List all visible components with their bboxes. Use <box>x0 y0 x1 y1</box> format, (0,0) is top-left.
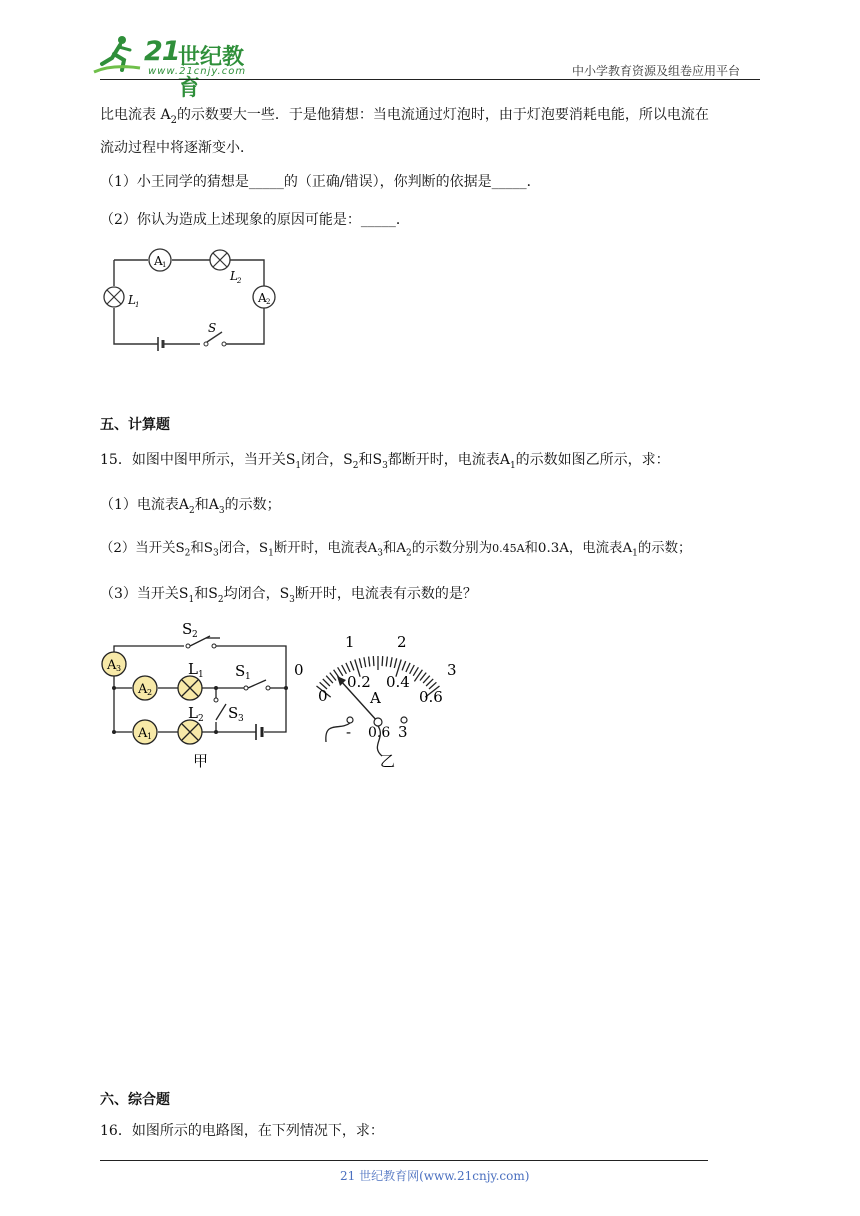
svg-text:2: 2 <box>192 630 198 640</box>
dial-tick <box>382 656 383 666</box>
section-5-title: 五、计算题 <box>100 417 170 433</box>
dial-tick <box>346 663 350 672</box>
q14-circuit-diagram <box>100 244 280 364</box>
dial-tick <box>413 667 418 676</box>
footer-text: 21 世纪教育网(www.21cnjy.com) <box>340 1169 530 1183</box>
ammeter-a2-icon <box>253 286 275 308</box>
dial-top-scale <box>294 633 457 679</box>
label-s3: S <box>228 704 239 722</box>
dial-tick <box>338 667 343 676</box>
dial-tick <box>410 665 415 674</box>
dial-tick <box>364 657 366 667</box>
header-logo <box>92 34 262 101</box>
dial-unit: A <box>370 689 381 707</box>
dial-tick <box>326 676 333 683</box>
dial-tick <box>423 676 430 683</box>
label-s1: S <box>235 662 246 680</box>
terminal-06: 0.6 <box>368 725 391 741</box>
dial-tick <box>420 673 426 681</box>
caption-jia: 甲 <box>193 752 209 770</box>
q15-part2: （2）当开关$S_2$和$S_3$闭合，$S_1$断开时，电流表$A_3$和$A_2$的示数分别为0.45A和0.3A，电流表$A_1$的示数； <box>100 541 692 559</box>
dial-tick <box>373 656 374 666</box>
dial-tick <box>406 663 410 672</box>
dial-tick <box>323 679 330 686</box>
svg-text:2: 2 <box>198 714 204 724</box>
dial-tick <box>394 658 396 668</box>
dial-tick <box>350 661 354 670</box>
header-platform-text: 中小学教育资源及组卷应用平台 <box>572 64 741 78</box>
logo-text: 世纪教育 <box>178 45 245 101</box>
dial-tick <box>369 657 370 667</box>
ammeter-a1-icon <box>149 249 171 271</box>
label-l2: L <box>188 704 198 722</box>
lamp-l1-icon <box>104 287 124 307</box>
bottom-label-04: 0.4 <box>386 673 410 691</box>
svg-text:1: 1 <box>245 672 251 682</box>
svg-text:2: 2 <box>266 298 271 306</box>
dial-tick <box>390 657 392 667</box>
caption-yi: 乙 <box>380 752 396 770</box>
dial-tick <box>359 658 361 668</box>
q15-stem: 15．如图中图甲所示，当开关$S_1$闭合，$S_2$和$S_3$都断开时，电流表$A_1$的示数如图乙所示，求： <box>100 452 670 471</box>
svg-text:A: A <box>138 726 148 741</box>
q15-part3: （3）当开关$S_1$和$S_2$均闭合，$S_3$断开时，电流表有示数的是？ <box>100 586 477 605</box>
q15-figure-yi-ammeter <box>290 616 470 776</box>
q14-line2: 流动过程中将逐渐变小． <box>100 140 254 156</box>
footer-rule <box>100 1160 708 1161</box>
label-s: S <box>208 321 217 335</box>
terminal-minus: - <box>346 723 352 741</box>
terminal-3: 3 <box>398 723 408 741</box>
section-6-title: 六、综合题 <box>100 1092 170 1108</box>
dial-tick <box>330 673 336 681</box>
ammeter-a3-icon <box>102 652 126 676</box>
ammeter-a1-icon <box>133 720 157 744</box>
top-label-3: 3 <box>447 661 457 679</box>
label-s2: S <box>182 620 193 638</box>
q14-part1: （1）小王同学的猜想是_____的（正确/错误），你判断的依据是_____． <box>100 174 541 190</box>
header-rule <box>100 79 760 80</box>
svg-text:A: A <box>138 682 148 697</box>
svg-text:1: 1 <box>162 261 167 269</box>
dial-tick <box>402 661 406 670</box>
q15-figure-jia-circuit <box>98 616 298 776</box>
svg-text:1: 1 <box>198 670 204 680</box>
runner-logo-icon <box>92 34 144 76</box>
logo-number: 21 <box>144 36 180 67</box>
q15-part1: （1）电流表$A_2$和$A_3$的示数； <box>100 497 281 516</box>
label-l1: L <box>128 293 136 307</box>
bottom-label-0: 0 <box>318 687 328 705</box>
lamp-l2-icon <box>210 250 230 270</box>
label-l1: L <box>188 660 198 678</box>
top-label-0: 0 <box>294 661 304 679</box>
label-l2: L <box>230 269 238 283</box>
logo-url: www.21cnjy.com <box>148 66 247 77</box>
dial-tick <box>386 657 387 667</box>
svg-text:A: A <box>107 658 117 673</box>
ammeter-a2-icon <box>133 676 157 700</box>
svg-text:3: 3 <box>238 714 244 724</box>
q16-stem: 16．如图所示的电路图，在下列情况下，求： <box>100 1123 384 1139</box>
svg-text:A: A <box>154 254 163 268</box>
dial-tick <box>342 665 347 674</box>
svg-text:A: A <box>258 291 267 305</box>
svg-text:1: 1 <box>135 301 140 309</box>
q14-line1: 比电流表 $A_2$的示数要大一些．于是他猜想：当电流通过灯泡时，由于灯泡要消耗电能，所以电流在 <box>100 107 709 126</box>
svg-text:2: 2 <box>147 688 153 697</box>
bottom-label-02: 0.2 <box>347 673 371 691</box>
top-label-1: 1 <box>345 633 355 651</box>
svg-text:3: 3 <box>116 664 122 673</box>
svg-text:2: 2 <box>237 277 242 285</box>
dial-tick <box>426 679 433 686</box>
bottom-label-06: 0.6 <box>419 688 443 706</box>
svg-text:1: 1 <box>147 732 153 741</box>
q14-part2: （2）你认为造成上述现象的原因可能是：_____． <box>100 212 410 228</box>
top-label-2: 2 <box>397 633 407 651</box>
